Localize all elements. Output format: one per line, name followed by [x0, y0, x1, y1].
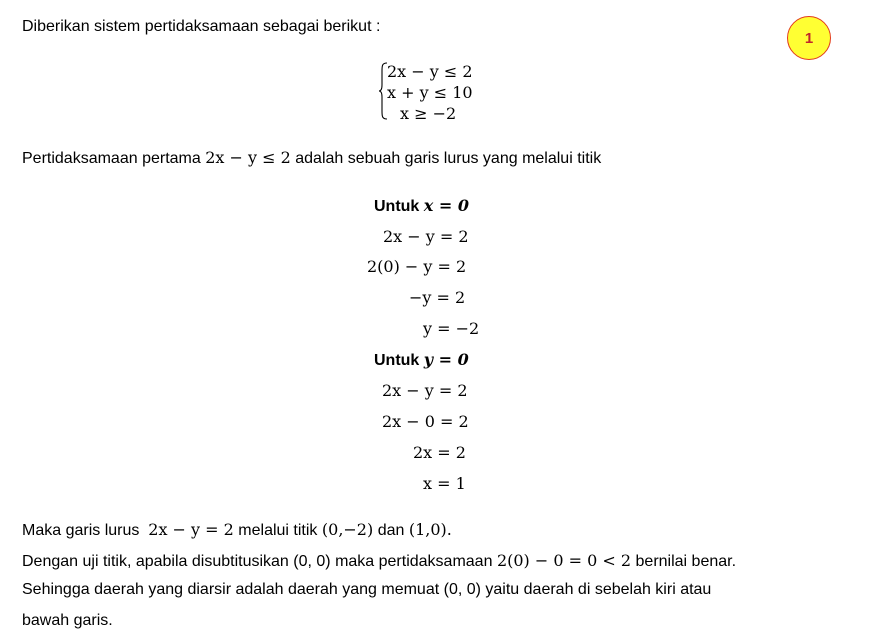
case-x0-step-1: 2x − y = 2: [383, 227, 469, 246]
system-inequality-3: x ≥ −2: [400, 104, 457, 123]
system-inequality-1: 2x − y ≤ 2: [387, 62, 473, 81]
system-inequality-2: x + y ≤ 10: [387, 83, 473, 102]
case-y0-step-1: 2x − y = 2: [382, 381, 468, 400]
case-y0-condition: y = 0: [423, 350, 469, 369]
case-x0-heading: [374, 196, 469, 216]
shading-sentence-line-2: bawah garis.: [22, 612, 113, 629]
sentence-end: adalah sebuah garis lurus yang melalui titik: [295, 150, 602, 167]
case-y0-step-4: x = 1: [423, 474, 466, 493]
case-y0-step-2: 2x − 0 = 2: [382, 412, 469, 431]
case-y0-heading: [374, 350, 469, 370]
test-text-2: bernilai benar.: [635, 553, 737, 570]
inequality-expression: 2x − y ≤ 2: [205, 148, 291, 167]
conclusion-text-2: melalui titik: [238, 522, 318, 539]
case-y0-label: Untuk: [374, 352, 420, 369]
conclusion-text-1: Maka garis lurus: [22, 522, 140, 539]
case-y0-step-3: 2x = 2: [413, 443, 466, 462]
case-x0-label: Untuk: [374, 198, 420, 215]
test-point-sentence: [22, 551, 736, 571]
case-x0-step-3: −y = 2: [409, 288, 466, 307]
case-x0-step-2: 2(0) − y = 2: [367, 257, 467, 276]
point-1: (0,−2): [321, 520, 374, 539]
point-2: (1,0).: [408, 520, 452, 539]
case-x0-step-4: y = −2: [423, 319, 480, 338]
shading-sentence-line-1: Sehingga daerah yang diarsir adalah daerah yang memuat (0, 0) yaitu daerah di sebelah kiri atau: [22, 581, 712, 598]
conclusion-sentence: [22, 520, 452, 540]
case-x0-condition: x = 0: [423, 196, 469, 215]
line-equation: 2x − y = 2: [148, 520, 234, 539]
first-inequality-sentence: [22, 148, 601, 168]
conclusion-text-3: dan: [377, 522, 405, 539]
step-number-badge: 1: [787, 16, 831, 60]
test-expression: 2(0) − 0 = 0 < 2: [496, 551, 632, 570]
intro-text: Diberikan sistem pertidaksamaan sebagai berikut :: [22, 18, 381, 35]
sentence-start: Pertidaksamaan pertama: [22, 150, 201, 167]
test-text-1: Dengan uji titik, apabila disubtitusikan (0, 0) maka pertidaksamaan: [22, 553, 493, 570]
